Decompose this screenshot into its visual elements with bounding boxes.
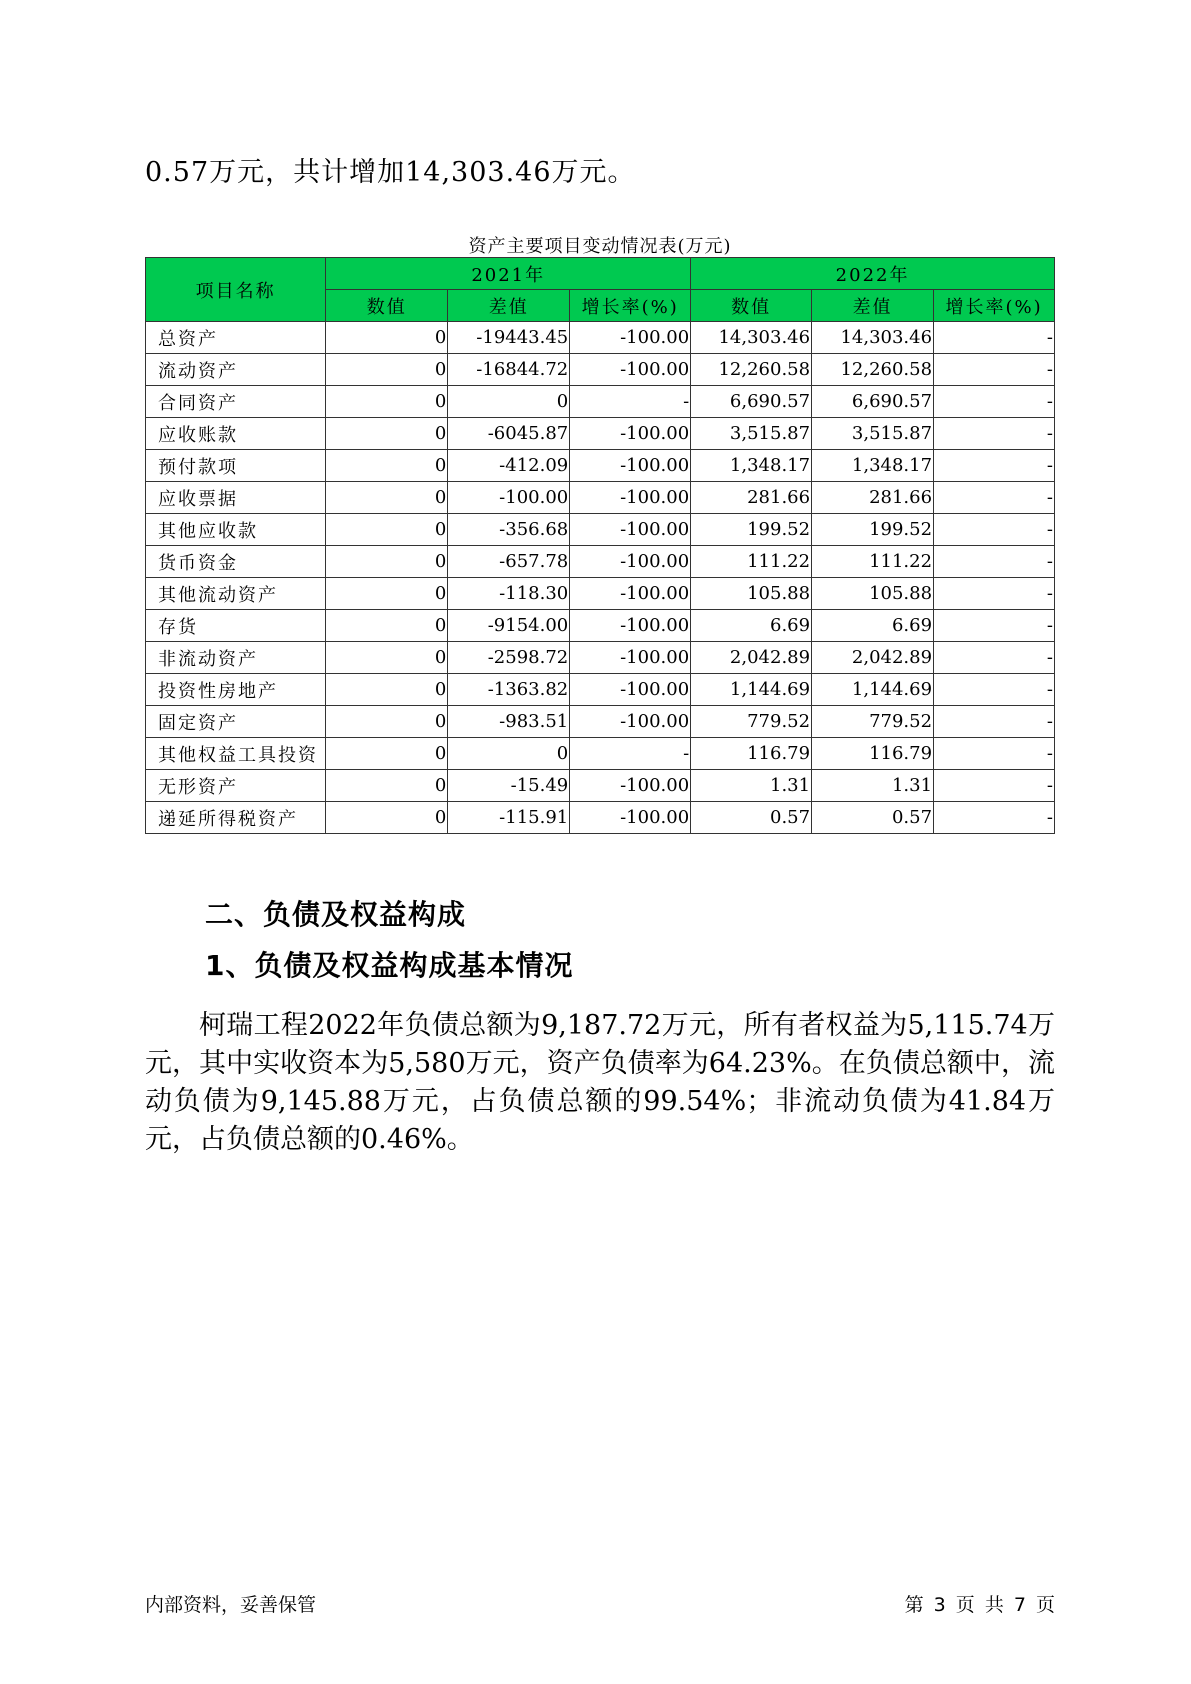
row-cell-v22: 12,260.58	[691, 354, 812, 386]
row-cell-d22: 111.22	[812, 546, 934, 578]
table-row	[146, 738, 1055, 770]
row-cell-g22: -	[934, 482, 1055, 514]
row-cell-d22: 6,690.57	[812, 386, 934, 418]
row-cell-v21: 0	[326, 418, 448, 450]
row-cell-v21: 0	[326, 610, 448, 642]
table-row	[146, 578, 1055, 610]
row-cell-d22: 1.31	[812, 770, 934, 802]
row-cell-g21: -100.00	[570, 354, 691, 386]
section-heading: 二、负债及权益构成	[205, 898, 467, 931]
row-cell-v21: 0	[326, 738, 448, 770]
table-row	[146, 386, 1055, 418]
intro-paragraph: 0.57万元，共计增加14,303.46万元。	[145, 157, 636, 188]
row-cell-d21: -657.78	[448, 546, 570, 578]
row-item-name: 应收票据	[146, 482, 326, 514]
row-cell-g22: -	[934, 706, 1055, 738]
table-row	[146, 706, 1055, 738]
row-cell-v22: 6.69	[691, 610, 812, 642]
row-cell-d22: 199.52	[812, 514, 934, 546]
subsection-heading: 1、负债及权益构成基本情况	[205, 949, 574, 982]
row-cell-g22: -	[934, 450, 1055, 482]
row-cell-v22: 0.57	[691, 802, 812, 834]
row-cell-v22: 1,348.17	[691, 450, 812, 482]
row-item-name: 非流动资产	[146, 642, 326, 674]
row-item-name: 投资性房地产	[146, 674, 326, 706]
header-item-name: 项目名称	[146, 258, 326, 322]
row-cell-v21: 0	[326, 322, 448, 354]
row-item-name: 固定资产	[146, 706, 326, 738]
footer-confidential-note: 内部资料，妥善保管	[145, 1594, 317, 1616]
row-cell-g22: -	[934, 354, 1055, 386]
row-cell-d22: 779.52	[812, 706, 934, 738]
row-cell-v22: 111.22	[691, 546, 812, 578]
row-cell-g21: -	[570, 386, 691, 418]
row-cell-g22: -	[934, 674, 1055, 706]
table-row	[146, 770, 1055, 802]
header-2021-growth: 增长率(%)	[570, 290, 691, 322]
row-cell-v22: 2,042.89	[691, 642, 812, 674]
row-cell-v22: 1.31	[691, 770, 812, 802]
footer-page-number: 第 3 页 共 7 页	[904, 1594, 1055, 1616]
table-row	[146, 642, 1055, 674]
row-cell-g21: -100.00	[570, 578, 691, 610]
row-cell-g22: -	[934, 546, 1055, 578]
row-cell-v22: 1,144.69	[691, 674, 812, 706]
table-row	[146, 610, 1055, 642]
header-year-2022: 2022年	[691, 258, 1055, 290]
row-cell-v22: 6,690.57	[691, 386, 812, 418]
row-cell-g22: -	[934, 610, 1055, 642]
table-row	[146, 674, 1055, 706]
body-paragraph: 柯瑞工程2022年负债总额为9,187.72万元，所有者权益为5,115.74万元，其中实收资本为5,580万元，资产负债率为64.23%。在负债总额中，流动负债为9,145.88万元，占负债总额的99.54%；非流动负债为41.84万元，占负债总额的0.46%。	[145, 1010, 1055, 1155]
header-2022-growth: 增长率(%)	[934, 290, 1055, 322]
row-cell-v22: 116.79	[691, 738, 812, 770]
row-cell-d21: -2598.72	[448, 642, 570, 674]
row-cell-d22: 3,515.87	[812, 418, 934, 450]
row-item-name: 其他应收款	[146, 514, 326, 546]
row-item-name: 总资产	[146, 322, 326, 354]
row-cell-d21: -1363.82	[448, 674, 570, 706]
row-cell-g22: -	[934, 322, 1055, 354]
row-cell-v22: 14,303.46	[691, 322, 812, 354]
row-cell-d21: -19443.45	[448, 322, 570, 354]
table-row	[146, 450, 1055, 482]
row-cell-v22: 281.66	[691, 482, 812, 514]
row-cell-g21: -100.00	[570, 450, 691, 482]
row-cell-v22: 3,515.87	[691, 418, 812, 450]
row-cell-v21: 0	[326, 674, 448, 706]
row-cell-d22: 116.79	[812, 738, 934, 770]
row-item-name: 其他权益工具投资	[146, 738, 326, 770]
row-item-name: 合同资产	[146, 386, 326, 418]
table-row	[146, 802, 1055, 834]
row-cell-g21: -100.00	[570, 482, 691, 514]
row-cell-v21: 0	[326, 354, 448, 386]
row-cell-g22: -	[934, 738, 1055, 770]
header-2022-diff: 差值	[812, 290, 934, 322]
row-cell-d22: 105.88	[812, 578, 934, 610]
row-cell-d21: -6045.87	[448, 418, 570, 450]
row-cell-g21: -100.00	[570, 514, 691, 546]
row-cell-g21: -100.00	[570, 546, 691, 578]
row-cell-g21: -100.00	[570, 642, 691, 674]
row-item-name: 应收账款	[146, 418, 326, 450]
row-cell-d21: -100.00	[448, 482, 570, 514]
row-cell-g21: -100.00	[570, 674, 691, 706]
row-cell-v21: 0	[326, 706, 448, 738]
row-cell-g22: -	[934, 386, 1055, 418]
row-item-name: 流动资产	[146, 354, 326, 386]
row-cell-v22: 105.88	[691, 578, 812, 610]
table-caption: 资产主要项目变动情况表(万元)	[468, 236, 732, 257]
row-cell-g21: -100.00	[570, 418, 691, 450]
row-cell-g22: -	[934, 418, 1055, 450]
table-row	[146, 514, 1055, 546]
row-cell-d22: 14,303.46	[812, 322, 934, 354]
row-cell-v21: 0	[326, 802, 448, 834]
row-cell-g22: -	[934, 578, 1055, 610]
row-cell-d22: 1,144.69	[812, 674, 934, 706]
row-item-name: 无形资产	[146, 770, 326, 802]
table-body	[146, 322, 1055, 834]
row-cell-d22: 2,042.89	[812, 642, 934, 674]
row-cell-d21: -16844.72	[448, 354, 570, 386]
table-row	[146, 322, 1055, 354]
table-row	[146, 418, 1055, 450]
row-cell-v21: 0	[326, 450, 448, 482]
row-cell-v21: 0	[326, 546, 448, 578]
row-cell-g21: -	[570, 738, 691, 770]
row-cell-g21: -100.00	[570, 322, 691, 354]
table-row	[146, 546, 1055, 578]
row-cell-v22: 199.52	[691, 514, 812, 546]
row-cell-g21: -100.00	[570, 706, 691, 738]
row-cell-d22: 281.66	[812, 482, 934, 514]
row-cell-v21: 0	[326, 642, 448, 674]
row-cell-d21: 0	[448, 386, 570, 418]
header-2021-value: 数值	[326, 290, 448, 322]
row-cell-d21: -115.91	[448, 802, 570, 834]
row-cell-v21: 0	[326, 514, 448, 546]
row-cell-g22: -	[934, 642, 1055, 674]
row-cell-d22: 12,260.58	[812, 354, 934, 386]
row-item-name: 存货	[146, 610, 326, 642]
row-cell-g21: -100.00	[570, 610, 691, 642]
row-cell-d21: -412.09	[448, 450, 570, 482]
row-item-name: 货币资金	[146, 546, 326, 578]
row-cell-g21: -100.00	[570, 770, 691, 802]
row-item-name: 递延所得税资产	[146, 802, 326, 834]
row-cell-g22: -	[934, 514, 1055, 546]
row-cell-d21: 0	[448, 738, 570, 770]
row-item-name: 预付款项	[146, 450, 326, 482]
row-cell-d21: -9154.00	[448, 610, 570, 642]
row-cell-d21: -356.68	[448, 514, 570, 546]
row-item-name: 其他流动资产	[146, 578, 326, 610]
row-cell-v21: 0	[326, 482, 448, 514]
row-cell-v21: 0	[326, 770, 448, 802]
row-cell-d21: -15.49	[448, 770, 570, 802]
row-cell-g21: -100.00	[570, 802, 691, 834]
row-cell-d22: 1,348.17	[812, 450, 934, 482]
row-cell-g22: -	[934, 770, 1055, 802]
row-cell-d21: -118.30	[448, 578, 570, 610]
header-2022-value: 数值	[691, 290, 812, 322]
table-row	[146, 482, 1055, 514]
row-cell-v22: 779.52	[691, 706, 812, 738]
row-cell-d22: 6.69	[812, 610, 934, 642]
row-cell-g22: -	[934, 802, 1055, 834]
assets-change-table	[145, 257, 1055, 834]
row-cell-v21: 0	[326, 386, 448, 418]
header-year-2021: 2021年	[326, 258, 691, 290]
row-cell-v21: 0	[326, 578, 448, 610]
row-cell-d21: -983.51	[448, 706, 570, 738]
table-row	[146, 354, 1055, 386]
header-2021-diff: 差值	[448, 290, 570, 322]
row-cell-d22: 0.57	[812, 802, 934, 834]
